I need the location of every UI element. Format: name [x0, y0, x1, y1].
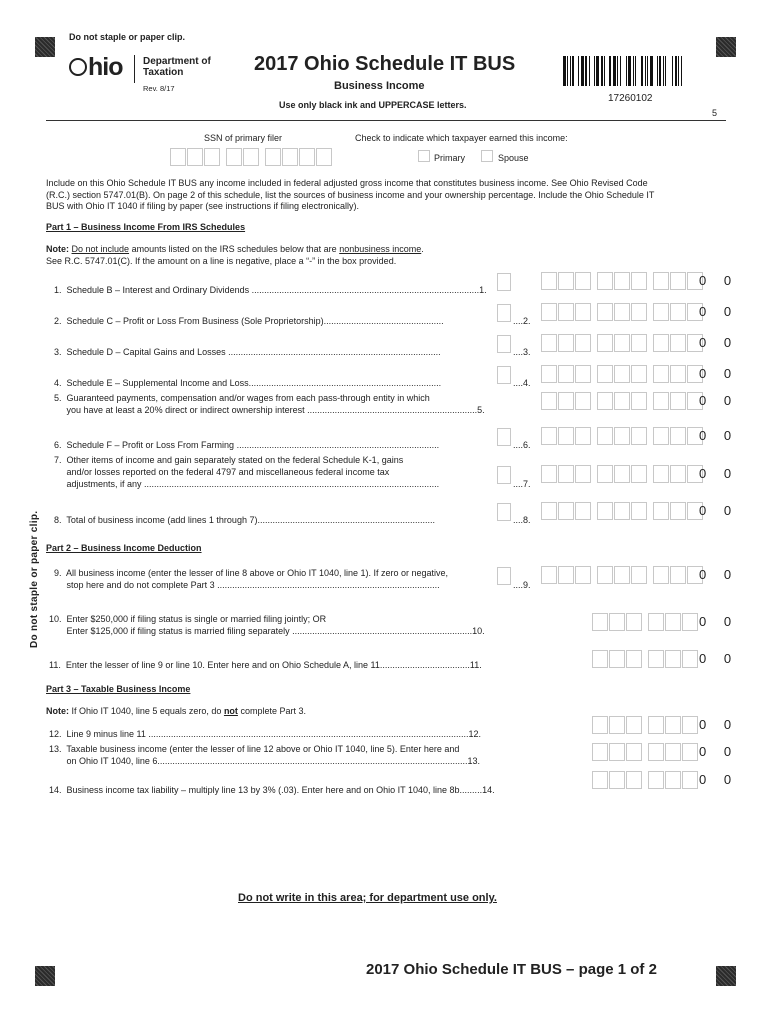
- part1-note: Note: Do not include amounts listed on the IRS schedules below that are nonbusiness income. See R.C. 5747.01(C). If the amount on a line is negative, place a “-” in the box provided.: [46, 244, 424, 266]
- line5-text-b: you have at least a 20% direct or indirect ownership interest ....................................................................5.: [54, 405, 485, 415]
- registration-mark-bottom-left: [35, 966, 55, 986]
- line9-number: ....9.: [513, 580, 531, 590]
- line8-text: 8. Total of business income (add lines 1 through 7).......................................................................: [54, 515, 435, 525]
- side-staple-warning: Do not staple or paper clip.: [29, 510, 40, 648]
- line8-cents: 0 0: [699, 503, 739, 518]
- primary-label: Primary: [434, 153, 465, 163]
- line3-amount-input[interactable]: [541, 334, 704, 352]
- line11-cents: 0 0: [699, 651, 739, 666]
- line10-amount-input[interactable]: [592, 613, 699, 631]
- line12-cents: 0 0: [699, 717, 739, 732]
- ohio-logo: hio: [69, 55, 123, 80]
- department-use-notice: Do not write in this area; for department use only.: [238, 892, 497, 904]
- line8-negative-box[interactable]: [497, 503, 511, 521]
- header-rule: [46, 120, 726, 121]
- registration-mark-top-left: [35, 37, 55, 57]
- line9-text-a: 9. All business income (enter the lesser of line 8 above or Ohio IT 1040, line 1). If zero or negative,: [54, 568, 449, 578]
- line1-text: 1. Schedule B – Interest and Ordinary Dividends ...........................................................................................1.: [54, 285, 487, 295]
- line5-text-a: 5. Guaranteed payments, compensation and/or wages from each pass-through entity in which: [54, 393, 430, 403]
- form-subtitle: Business Income: [334, 80, 425, 92]
- line9-negative-box[interactable]: [497, 567, 511, 585]
- line5-cents: 0 0: [699, 393, 739, 408]
- staple-warning: Do not staple or paper clip.: [69, 32, 186, 42]
- line6-amount-input[interactable]: [541, 427, 704, 445]
- ohio-logo-o-icon: [69, 58, 87, 76]
- line2-number: ....2.: [513, 316, 531, 326]
- part3-note: Note: If Ohio IT 1040, line 5 equals zero, do not complete Part 3.: [46, 706, 306, 716]
- revision-date: Rev. 8/17: [143, 84, 175, 93]
- line7-number: ....7.: [513, 479, 531, 489]
- line14-text: 14. Business income tax liability – multiply line 13 by 3% (.03). Enter here and on Ohio IT 1040, line 8b.........14.: [49, 785, 495, 795]
- line2-amount-input[interactable]: [541, 303, 704, 321]
- line14-cents: 0 0: [699, 772, 739, 787]
- line13-cents: 0 0: [699, 744, 739, 759]
- line11-amount-input[interactable]: [592, 650, 699, 668]
- line13-text-a: 13. Taxable business income (enter the lesser of line 12 above or Ohio IT 1040, line 5). Enter here and: [49, 744, 460, 754]
- ssn-input[interactable]: [170, 148, 333, 166]
- line2-cents: 0 0: [699, 304, 739, 319]
- line3-number: ....3.: [513, 347, 531, 357]
- line10-cents: 0 0: [699, 614, 739, 629]
- line7-text-c: adjustments, if any ......................................................................................................................: [54, 479, 440, 489]
- page-code: 5: [712, 108, 718, 118]
- line7-text-a: 7. Other items of income and gain separately stated on the federal Schedule K-1, gains: [54, 455, 404, 465]
- line5-amount-input[interactable]: [541, 392, 704, 410]
- line7-amount-input[interactable]: [541, 465, 704, 483]
- line7-negative-box[interactable]: [497, 466, 511, 484]
- form-title: 2017 Ohio Schedule IT BUS: [254, 53, 516, 75]
- form-barcode: [563, 56, 699, 86]
- line7-text-b: and/or losses reported on the federal 4797 and miscellaneous federal income tax: [54, 467, 390, 477]
- line12-amount-input[interactable]: [592, 716, 699, 734]
- line3-cents: 0 0: [699, 335, 739, 350]
- part2-heading: Part 2 – Business Income Deduction: [46, 543, 202, 553]
- intro-paragraph: Include on this Ohio Schedule IT BUS any income included in federal adjusted gross income that constitutes business income. See Ohio Revised Code (R.C.) section 5747.01(B). On page 2 of this schedule, list the sources of business income and your ownership percentage. Include the Ohio Schedule IT BUS with Ohio IT 1040 if filing by paper (see instructions if filing electronically).: [46, 178, 655, 211]
- part3-heading: Part 3 – Taxable Business Income: [46, 684, 191, 694]
- line9-amount-input[interactable]: [541, 566, 704, 584]
- taxpayer-check-label: Check to indicate which taxpayer earned this income:: [355, 133, 568, 143]
- form-number: 17260102: [608, 93, 653, 104]
- line1-amount-input[interactable]: [541, 272, 704, 290]
- logo-divider: [134, 55, 135, 83]
- line7-cents: 0 0: [699, 466, 739, 481]
- line13-text-b: on Ohio IT 1040, line 6............................................................................................................................13.: [49, 756, 480, 766]
- spouse-label: Spouse: [498, 153, 529, 163]
- line3-negative-box[interactable]: [497, 335, 511, 353]
- ssn-label: SSN of primary filer: [204, 133, 283, 143]
- line8-amount-input[interactable]: [541, 502, 704, 520]
- line10-text-a: 10. Enter $250,000 if filing status is single or married filing jointly; OR: [49, 614, 327, 624]
- ink-instruction: Use only black ink and UPPERCASE letters.: [279, 100, 467, 110]
- spouse-checkbox[interactable]: [481, 150, 493, 162]
- line13-amount-input[interactable]: [592, 743, 699, 761]
- line4-text: 4. Schedule E – Supplemental Income and Loss.............................................................................: [54, 378, 442, 388]
- line8-number: ....8.: [513, 515, 531, 525]
- line9-text-b: stop here and do not complete Part 3 .........................................................................................: [54, 580, 440, 590]
- department-name: Department of Taxation: [143, 56, 211, 78]
- registration-mark-bottom-right: [716, 966, 736, 986]
- line4-number: ....4.: [513, 378, 531, 388]
- line2-negative-box[interactable]: [497, 304, 511, 322]
- line10-text-b: Enter $125,000 if filing status is married filing separately ........................................................................10.: [49, 626, 485, 636]
- line4-amount-input[interactable]: [541, 365, 704, 383]
- line6-number: ....6.: [513, 440, 531, 450]
- line6-cents: 0 0: [699, 428, 739, 443]
- registration-mark-top-right: [716, 37, 736, 57]
- line12-text: 12. Line 9 minus line 11 ................................................................................................................................12.: [49, 729, 481, 739]
- line4-cents: 0 0: [699, 366, 739, 381]
- part1-heading: Part 1 – Business Income From IRS Schedules: [46, 222, 246, 232]
- page-footer: 2017 Ohio Schedule IT BUS – page 1 of 2: [366, 961, 657, 978]
- line1-cents: 0 0: [699, 273, 739, 288]
- line6-negative-box[interactable]: [497, 428, 511, 446]
- line11-text: 11. Enter the lesser of line 9 or line 10. Enter here and on Ohio Schedule A, line 11....................................11.: [49, 660, 482, 670]
- line3-text: 3. Schedule D – Capital Gains and Losses .....................................................................................: [54, 347, 441, 357]
- primary-checkbox[interactable]: [418, 150, 430, 162]
- line1-negative-box[interactable]: [497, 273, 511, 291]
- line4-negative-box[interactable]: [497, 366, 511, 384]
- line14-amount-input[interactable]: [592, 771, 699, 789]
- line2-text: 2. Schedule C – Profit or Loss From Business (Sole Proprietorship)................................................: [54, 316, 444, 326]
- line6-text: 6. Schedule F – Profit or Loss From Farming .................................................................................: [54, 440, 440, 450]
- line9-cents: 0 0: [699, 567, 739, 582]
